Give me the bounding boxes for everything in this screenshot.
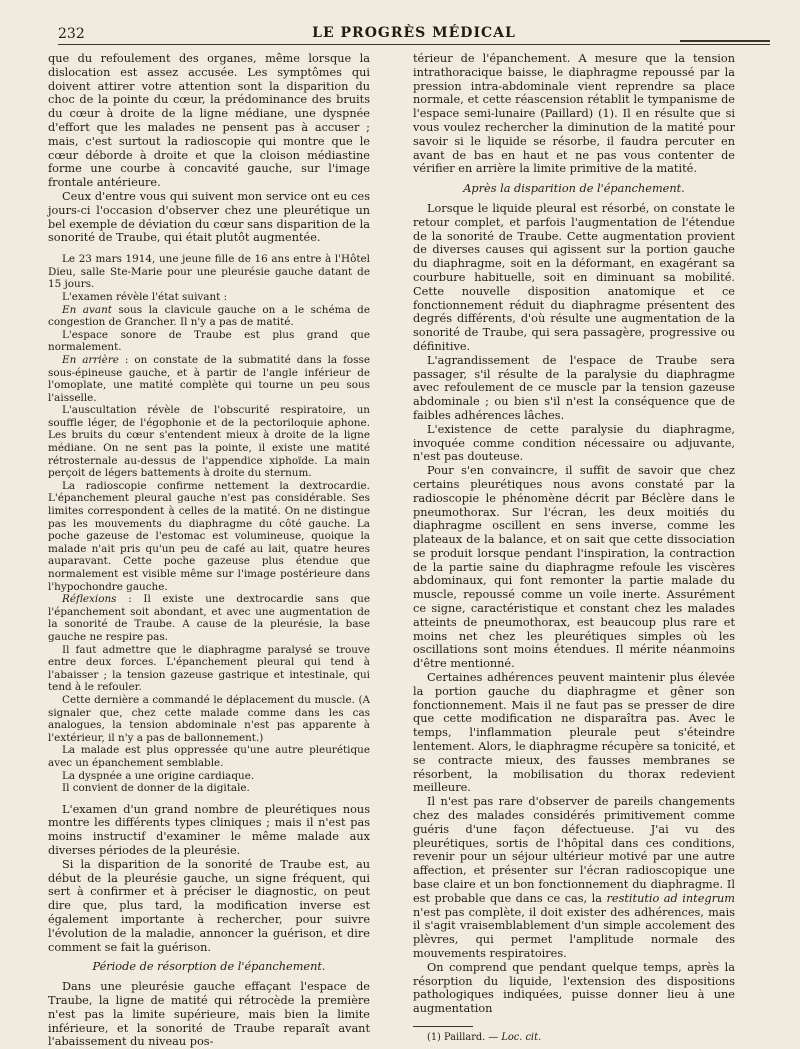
paragraph: [413, 795, 735, 961]
page-header: [58, 24, 770, 45]
paragraph-text: n'est pas complète, il doit exister des adhérences, mais il s'agit vraisemblablement d'un simple accolement des plèvres, qui permet l'amplitude normale des mouvements respiratoires.: [413, 905, 735, 960]
paragraph: Ceux d'entre vous qui suivent mon service ont eu ces jours-ci l'occasion d'observer chez une pleurétique un bel exemple de déviation du cœur sans disparition de la sonorité de Traube, qui était plutôt augmentée.: [48, 189, 370, 245]
section-heading: Période de résorption de l'épanchement.: [92, 960, 326, 974]
observation-text: sous la clavicule gauche on a le schéma de congestion de Grancher. Il n'y a pas de matité.: [48, 303, 370, 329]
paragraph: Certaines adhérences peuvent maintenir plus élevée la portion gauche du diaphragme et gêner son fonctionnement. Mais il ne faut pas se presser de dire que cette modification ne disparaîtra pas. Avec le temps, l'inflammation pleurale peut s'éteindre lentement. Alors, le diaphragme récupère sa tonicité, et se contracte mieux, des fausses membranes se résorbent, la mobilisation du thorax redevient meilleure.: [413, 671, 735, 795]
observation-line: Il convient de donner de la digitale.: [62, 782, 250, 795]
observation-line: L'espace sonore de Traube est plus grand que normalement.: [48, 328, 370, 354]
italic-term: En arrière: [62, 353, 119, 366]
observation-line: La radioscopie confirme nettement la dextrocardie. L'épanchement pleural gauche n'est pas considérable. Ses limites correspondent à celles de la matité. On ne distingue pas les mouvements du diaphragme du côté gauche. La poche gazeuse de l'estomac est volumineuse, quoique la malade n'ait pris qu'un peu de café au lait, quatre heures auparavant. Cette poche gazeuse plus étendue que normalement est visible même sur l'image postérieure dans l'hypochondre gauche.: [48, 479, 370, 593]
observation-line: La malade est plus oppressée qu'une autre pleurétique avec un épanchement semblable.: [48, 744, 370, 769]
italic-term: restitutio ad integrum: [606, 891, 736, 905]
section-heading: Après la disparition de l'épanchement.: [463, 182, 685, 196]
italic-term: En avant: [62, 303, 112, 316]
case-observation: [48, 253, 370, 795]
paragraph: Si la disparition de la sonorité de Traube est, au début de la pleurésie gauche, un signe fréquent, qui sert à confirmer et à préciser le diagnostic, on peut dire que, plus tard, la modification inverse est également importante à rechercher, pour suivre l'évolution de la maladie, annoncer la guérison, et dire comment se fait la guérison.: [48, 857, 370, 954]
footnote-divider: [413, 1026, 473, 1027]
italic-term: Réflexions: [62, 593, 117, 606]
paragraph: Pour s'en convaincre, il suffit de savoir que chez certains pleurétiques nous avons constaté par la radioscopie le phénomène décrit par Béclère dans le pneumothorax. Sur l'écran, les deux moitiés du diaphragme oscillent en sens inverse, comme les plateaux de la balance, et on sait que cette dissociation se produit lorsque pendant l'inspiration, la contraction de la partie saine du diaphragme refoule les viscères abdominaux, qui font remonter la partie malade du muscle, repoussé comme un voile inerte. Assurément ce signe, caractéristique et constant chez les malades atteints de pneumothorax, est beaucoup plus rare et moins net chez les pleurétiques simples où les oscillations sont moins étendues. Il mérite néanmoins d'être mentionné.: [413, 464, 735, 671]
observation-line: Cette dernière a commandé le déplacement du muscle. (A signaler que, chez cette malade comme dans les cas analogues, la tension abdominale n'est pas apparente à l'extérieur, il n'y a pas de ballonnement.): [48, 693, 370, 744]
journal-title: LE PROGRÈS MÉDICAL: [312, 25, 516, 41]
paragraph-text: Il n'est pas rare d'observer de pareils changements chez des malades considérés primitivement comme guéris d'une façon défectueuse. J'ai vu des pleurétiques, sortis de l'hôpital dans ces conditions, revenir pour un séjour ultérieur motivé par une autre affection, et présenter sur l'écran radioscopique une base claire et un bon fonctionnement du diaphragme. Il est probable que dans ce cas, la: [413, 795, 735, 905]
observation-line: Le 23 mars 1914, une jeune fille de 16 ans entre à l'Hôtel Dieu, salle Ste-Marie pour une pleurésie gauche datant de 15 jours.: [48, 253, 370, 291]
paragraph: térieur de l'épanchement. A mesure que la tension intrathoracique baisse, le diaphragme repoussé par la pression intra-abdominale vient reprendre sa place normale, et cette réascension rétablit le tympanisme de l'espace semi-lunaire (Paillard) (1). Il en résulte que si vous voulez rechercher la diminution de la matité pour savoir si le liquide se résorbe, il faudra percuter en avant de bas en haut et ne pas vous contenter de vérifier en arrière la limite primitive de la matité.: [413, 52, 735, 176]
observation-line: L'auscultation révèle de l'obscurité respiratoire, un souffle léger, de l'égophonie et de la pectoriloquie aphone. Les bruits du cœur s'entendent mieux à droite de la ligne médiane. On ne sent pas la pointe, il existe une matité rétrosternale au-dessus de l'appendice xiphoïde. La main perçoit de légers battements à droite du sternum.: [48, 404, 370, 480]
observation-line: La dyspnée a une origine cardiaque.: [62, 769, 255, 782]
footnote: [413, 1031, 735, 1045]
paragraph: On comprend que pendant quelque temps, après la résorption du liquide, l'extension des dispositions pathologiques indiquées, puisse donner lieu à une augmentation: [413, 960, 735, 1016]
paragraph: L'existence de cette paralysie du diaphragme, invoquée comme condition nécessaire ou adjuvante, n'est pas douteuse.: [413, 422, 735, 464]
observation-text: : Il existe une dextrocardie sans que l'épanchement soit abondant, et avec une augmentation de la sonorité de Traube. A cause de la pleurésie, la base gauche ne respire pas.: [48, 593, 370, 643]
observation-text: : on constate de la submatité dans la fosse sous-épineuse gauche, et à partir de l'angle inférieur de l'omoplate, une matité complète qui tourne un peu sous l'aisselle.: [48, 353, 370, 404]
paragraph: que du refoulement des organes, même lorsque la dislocation est assez accusée. Les symptômes qui doivent attirer votre attention sont la disparition du choc de la pointe du cœur, la prédominance des bruits du cœur à droite de la ligne médiane, une dyspnée d'effort que les malades ne pensent pas à accuser ; mais, c'est surtout la radioscopie qui montre que le cœur déborde à droite et que la cloison médiastine forme une courbe à concavité gauche, sur l'image frontale antérieure.: [48, 52, 370, 190]
observation-line: [48, 354, 370, 404]
observation-line: [48, 593, 370, 643]
footnote-citation: Loc. cit.: [501, 1031, 542, 1043]
right-column: [413, 52, 735, 1045]
paragraph: Dans une pleurésie gauche effaçant l'espace de Traube, la ligne de matité qui rétrocède la première n'est pas la limite supérieure, mais bien la limite inférieure, et la sonorité de Traube reparaît avant l'abaissement du niveau pos-: [48, 980, 370, 1049]
paragraph: Lorsque le liquide pleural est résorbé, on constate le retour complet, et parfois l'augmentation de l'étendue de la sonorité de Traube. Cette augmentation provient de diverses causes qui agissent sur la portion gauche du diaphragme, soit en la déformant, en exagérant sa courbure habituelle, soit en diminuant sa mobilité. Cette nouvelle disposition anatomique et ce fonctionnement réduit du diaphragme présentent des degrés différents, d'où résulte une augmentation de la sonorité de Traube, qui sera passagère, progressive ou définitive.: [413, 201, 735, 353]
observation-line: Il faut admettre que le diaphragme paralysé se trouve entre deux forces. L'épanchement pleural qui tend à l'abaisser ; la tension gazeuse gastrique et intestinale, qui tend à le refouler.: [48, 643, 370, 694]
observation-line: [48, 304, 370, 329]
footnote-text: (1) Paillard. —: [427, 1031, 502, 1043]
left-column: [48, 52, 370, 1049]
paragraph: L'examen d'un grand nombre de pleurétiques nous montre les différents types cliniques ; mais il n'est pas moins instructif d'examiner le même malade aux diverses périodes de la pleurésie.: [48, 802, 370, 858]
header-ornament: [680, 40, 770, 45]
page-number: 232: [58, 26, 85, 42]
paragraph: L'agrandissement de l'espace de Traube sera passager, s'il résulte de la paralysie du diaphragme avec refoulement de ce muscle par la tension gazeuse abdominale ; ou bien s'il n'est la conséquence que de faibles adhérences lâches.: [413, 353, 735, 422]
observation-line: L'examen révèle l'état suivant :: [62, 290, 228, 303]
